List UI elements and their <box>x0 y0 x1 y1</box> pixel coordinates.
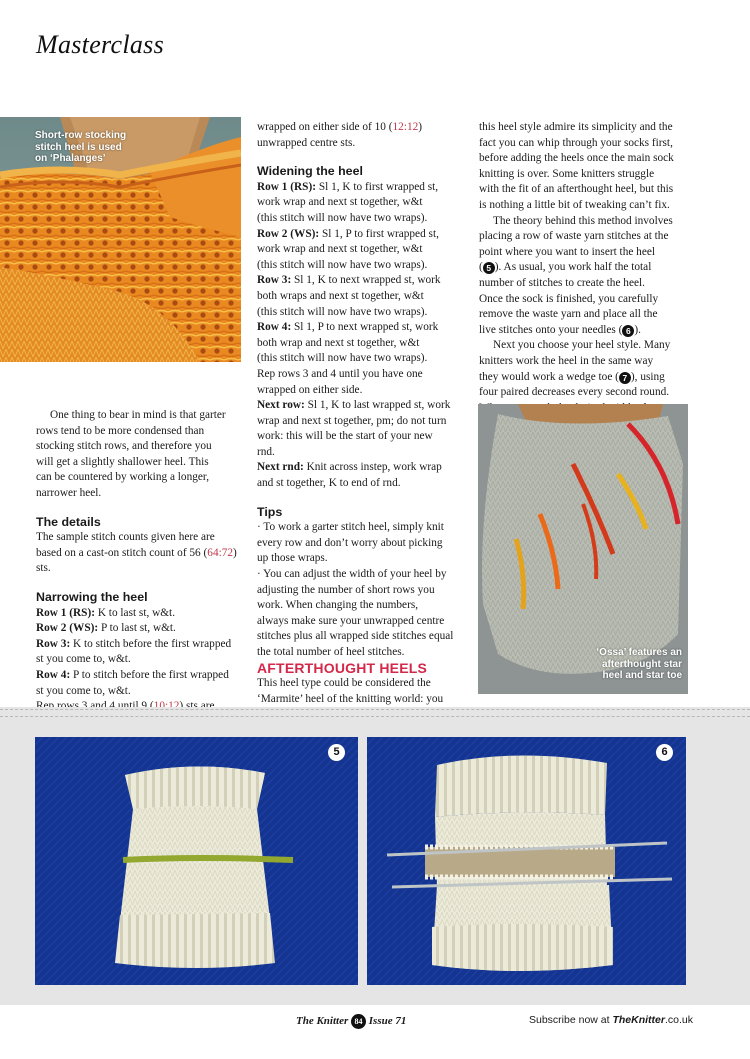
footer-magazine: The Knitter 84 Issue 71 <box>296 1015 407 1027</box>
step-6-photo <box>367 737 686 985</box>
narrow-row-1: Row 1 (RS): K to last st, w&t. <box>36 606 176 619</box>
column-2: wrapped on either side of 10 (12:12) unwrapped centre sts. Widening the heel Row 1 (RS): Sl 1, K to first wrapped st, work wrap and next st together, w&t (this stitch will now have two wraps). Row 2 (WS): Sl 1, P to first wrapped st, work wrap and next st together, w&t (this stitch will now have two wraps). Row 3: Sl 1, K to next wrapped st, work both wraps and next st together, w&t (this stitch will now have two wraps). Row 4: Sl 1, P to next wrapped st, work both wrap and next st together, w&t (this stitch will now have two wraps). Rep rows 3 and 4 until you have one wrapped on either side. Next row: Sl 1, K to last wrapped st, work wrap and next st together, pm; do not turn work: this will be the start of your new rnd. Next rnd: Knit across instep, work wrap and st together, K to end of rnd. Tips · To work a garter stitch heel, simply knit every row and don’t worry about picking up those wraps. · You can adjust the width of your heel by adjusting the number of short rows you work. When changing the numbers, always make sure your unwrapped centre stitches plus all wrapped side stitches equal the total number of heel stitches. AFTERTHOUGHT HEELS This heel type could be considered the ‘Marmite’ heel of the knitting world: you <box>257 120 469 723</box>
column-3: this heel style admire its simplicity and the fact you can whip through your socks first, before adding the heels once the main sock knitting is over. Some knitters struggle with the fit of an afterthought heel, but this is nothing a little bit of tweaking can’t fix. The theory behind this method involves placing a row of waste yarn stitches at the point where you want to insert the heel ( 5 ). As usual, you work half the total number of stitches to create the heel. Once the sock is finished, you carefully remove the waste yarn and place all the live stitches onto your needles ( 6 ). Next you choose your heel style. Many knitters work the heel in the same way they would work a wedge toe ( 7 ), using four paired decreases every second round. <box>479 121 674 399</box>
ossa-caption: ‘Ossa’ features an afterthought star heel and star toe <box>596 647 682 681</box>
footer-subscribe[interactable]: Subscribe now at TheKnitter.co.uk <box>529 1014 693 1026</box>
details-heading: The details <box>36 514 101 529</box>
step-ref-7: 7 <box>619 372 631 384</box>
step-5-photo <box>35 737 358 985</box>
page-number: 84 <box>351 1014 366 1029</box>
step-6-needles-illustration <box>367 737 686 985</box>
narrow-row-3: Row 3: K to stitch before the first wrapped <box>36 637 232 650</box>
phalanges-caption: Short-row stocking stitch heel is used on ‘Phalanges’ <box>35 130 127 164</box>
step-5-badge: 5 <box>328 744 345 761</box>
phalanges-sock-photo <box>0 117 241 362</box>
column-1: One thing to bear in mind is that garter rows tend to be more condensed than stocking stitch rows, and therefore you will get a slightly shallower heel. This can be countered by working a longer, narrower heel. The details The sample stitch counts given here are based on a cast-on stitch count of 56 (64:72) sts. Narrowing the heel Row 1 (RS): K to last st, w&t. Row 2 (WS): P to last st, w&t. Row 3: K to stitch before the first wrapped st you come to, w&t. Row 4: P to stitch before the first wrapped st you come to, w&t. <box>36 408 248 715</box>
step-5-waste-yarn-illustration <box>35 737 358 985</box>
step-ref-5: 5 <box>483 262 495 274</box>
ossa-sock-photo <box>478 404 688 694</box>
narrow-row-2: Row 2 (WS): P to last st, w&t. <box>36 622 176 635</box>
band-divider-top <box>0 709 750 710</box>
tips-heading: Tips <box>257 504 283 519</box>
step-ref-6: 6 <box>622 325 634 337</box>
afterthought-heels-heading: AFTERTHOUGHT HEELS <box>257 659 428 676</box>
narrowing-heading: Narrowing the heel <box>36 589 148 604</box>
band-divider-bottom <box>0 716 750 717</box>
narrow-row-4: Row 4: P to stitch before the first wrapped <box>36 668 229 681</box>
section-title: Masterclass <box>36 30 164 59</box>
widening-heading: Widening the heel <box>257 164 363 179</box>
step-6-badge: 6 <box>656 744 673 761</box>
